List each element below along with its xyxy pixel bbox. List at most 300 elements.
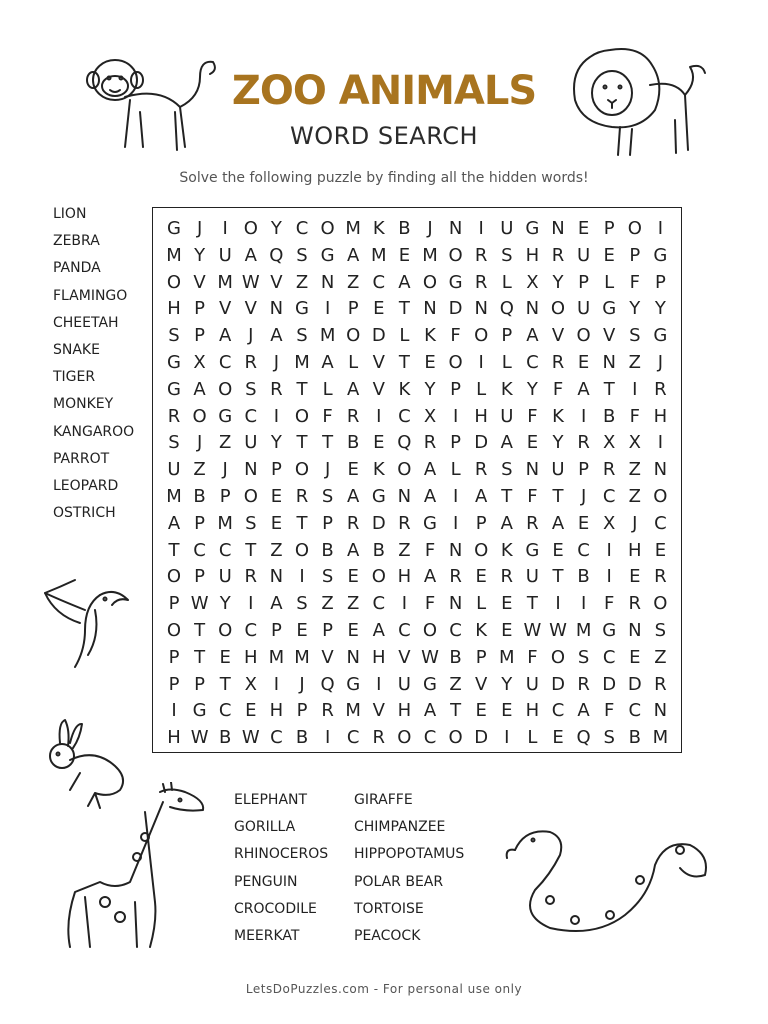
grid-letter: P (347, 298, 359, 320)
grid-letter: Z (628, 352, 641, 373)
grid-letter: M (217, 271, 233, 293)
grid-letter: R (346, 512, 360, 534)
grid-letter: O (422, 271, 438, 293)
grid-letter: A (500, 512, 513, 534)
grid-letter: J (657, 352, 664, 373)
grid-letter: O (192, 405, 207, 427)
word-search-grid (152, 207, 682, 753)
grid-letter: J (196, 432, 203, 454)
grid-letter: A (551, 512, 565, 534)
grid-letter: R (244, 352, 258, 373)
grid-letter: T (552, 566, 564, 588)
grid-letter: C (398, 620, 411, 641)
grid-letter: G (295, 298, 309, 320)
grid-letter: O (474, 325, 489, 347)
grid-letter: P (654, 271, 666, 293)
word-item: LION (53, 206, 87, 222)
grid-letter: K (500, 378, 513, 400)
grid-letter: J (632, 512, 638, 534)
grid-letter: R (270, 378, 283, 400)
grid-letter: E (629, 566, 641, 588)
grid-letter: B (603, 405, 616, 427)
grid-letter: R (474, 271, 488, 293)
grid-letter: E (296, 620, 308, 641)
grid-letter: Y (526, 378, 538, 400)
grid-letter: S (654, 620, 667, 641)
grid-letter: P (475, 512, 487, 534)
grid-letter: J (580, 486, 587, 507)
grid-letter: G (448, 271, 463, 293)
grid-row (153, 484, 681, 510)
grid-letter: M (371, 244, 387, 266)
grid-letter: I (632, 378, 638, 400)
grid-letter: M (319, 325, 336, 347)
grid-letter: T (296, 512, 308, 534)
grid-letter: I (555, 593, 561, 615)
grid-letter: U (551, 459, 565, 481)
grid-letter: V (372, 700, 385, 722)
grid-letter: P (501, 325, 513, 347)
grid-letter: A (526, 325, 539, 347)
grid-letter: I (452, 405, 459, 427)
grid-letter: F (527, 486, 538, 507)
grid-letter: T (194, 646, 206, 668)
grid-letter: Z (347, 593, 360, 615)
grid-letter: L (348, 352, 359, 373)
grid-letter: T (245, 539, 257, 561)
word-item: RHINOCEROS (234, 846, 329, 863)
grid-letter: C (449, 620, 462, 641)
grid-letter: O (448, 352, 463, 373)
grid-letter: M (422, 244, 438, 266)
grid-letter: T (603, 378, 615, 400)
grid-letter: O (320, 218, 335, 239)
grid-letter: R (244, 566, 258, 588)
grid-letter: E (501, 700, 513, 722)
grid-letter: U (167, 459, 181, 481)
grid-letter: R (551, 244, 565, 266)
grid-letter: Y (654, 298, 666, 320)
grid-row (153, 511, 681, 537)
grid-row (153, 404, 681, 430)
grid-letter: B (347, 432, 360, 454)
word-item: TIGER (53, 369, 96, 386)
grid-letter: Z (193, 459, 206, 481)
grid-letter: X (603, 432, 616, 454)
grid-letter: O (397, 459, 412, 481)
grid-letter: Z (654, 646, 667, 668)
grid-letter: F (629, 271, 640, 293)
grid-letter: N (244, 459, 258, 481)
grid-letter: I (657, 218, 664, 239)
grid-letter: E (577, 512, 590, 534)
grid-letter: G (192, 700, 207, 722)
grid-letter: A (347, 486, 360, 507)
grid-row (153, 645, 681, 671)
grid-letter: Y (501, 673, 513, 695)
grid-letter: C (602, 486, 616, 507)
grid-letter: P (219, 486, 231, 507)
grid-letter: P (296, 700, 308, 722)
footer: LetsDoPuzzles.com - For personal use only (245, 982, 523, 996)
grid-letter: L (501, 271, 512, 293)
grid-letter: J (222, 459, 228, 481)
grid-letter: H (167, 298, 181, 320)
grid-letter: C (398, 405, 411, 427)
grid-letter: P (168, 673, 180, 695)
word-item: SNAKE (53, 341, 100, 358)
grid-letter: R (321, 700, 334, 722)
grid-letter: I (580, 405, 587, 427)
grid-letter: U (577, 244, 591, 266)
grid-row (153, 538, 681, 564)
grid-letter: Q (269, 244, 284, 266)
grid-letter: R (654, 566, 667, 588)
grid-letter: N (525, 459, 540, 481)
grid-letter: V (270, 271, 283, 293)
grid-letter: L (604, 271, 615, 293)
grid-letter: P (322, 512, 334, 534)
grid-letter: U (500, 218, 514, 239)
grid-letter: D (474, 727, 489, 749)
word-item: MEERKAT (234, 927, 300, 944)
grid-letter: A (270, 593, 283, 615)
grid-letter: X (526, 271, 539, 293)
grid-letter: P (578, 459, 590, 481)
grid-letter: L (501, 352, 512, 373)
grid-letter: Y (552, 432, 564, 454)
grid-letter: C (295, 218, 309, 239)
grid-letter: H (628, 539, 642, 561)
grid-letter: I (248, 593, 254, 615)
grid-letter: G (167, 218, 181, 239)
grid-letter: U (577, 298, 591, 320)
grid-letter: Y (270, 218, 282, 239)
grid-letter: S (168, 432, 180, 454)
grid-letter: E (552, 727, 564, 749)
grid-letter: C (244, 405, 258, 427)
grid-letter: R (398, 512, 411, 534)
grid-letter: N (653, 700, 668, 722)
grid-letter: W (523, 620, 542, 641)
grid-letter: E (219, 646, 231, 668)
grid-letter: Q (576, 727, 591, 749)
grid-letter: C (423, 727, 437, 749)
grid-letter: M (499, 646, 515, 668)
grid-letter: F (322, 405, 333, 427)
word-item: CHIMPANZEE (354, 819, 446, 836)
grid-letter: A (423, 566, 437, 588)
grid-letter: R (167, 405, 181, 427)
grid-letter: O (371, 566, 386, 588)
grid-letter: E (270, 486, 283, 507)
grid-letter: H (372, 646, 386, 668)
grid-letter: Z (449, 673, 462, 695)
grid-row (153, 698, 681, 724)
word-item: ZEBRA (53, 233, 100, 250)
grid-letter: F (424, 539, 436, 561)
grid-letter: J (299, 673, 305, 695)
grid-letter: S (603, 727, 615, 749)
grid-letter: X (628, 432, 641, 454)
grid-letter: P (270, 459, 282, 481)
grid-letter: P (322, 620, 334, 641)
grid-letter: O (166, 620, 182, 641)
grid-letter: H (474, 405, 488, 427)
grid-letter: R (423, 432, 437, 454)
grid-letter: Z (347, 271, 360, 293)
page-title: ZOO ANIMALS (231, 68, 537, 114)
grid-letter: N (269, 566, 284, 588)
grid-letter: R (474, 459, 488, 481)
grid-letter: A (577, 378, 590, 400)
grid-letter: Z (270, 539, 283, 561)
grid-letter: S (501, 459, 513, 481)
grid-letter: D (371, 325, 386, 347)
grid-letter: X (423, 405, 437, 427)
grid-letter: E (347, 566, 359, 588)
grid-letter: L (322, 378, 333, 400)
grid-letter: M (294, 352, 310, 373)
grid-letter: E (373, 298, 385, 320)
grid-letter: M (268, 646, 285, 668)
grid-letter: M (652, 727, 669, 749)
grid-letter: Y (219, 593, 231, 615)
grid-letter: M (294, 646, 310, 668)
grid-letter: T (296, 378, 308, 400)
grid-letter: W (549, 620, 567, 641)
grid-letter: V (398, 646, 411, 668)
grid-letter: G (525, 539, 540, 561)
grid-letter: P (168, 646, 180, 668)
grid-letter: G (167, 352, 181, 373)
grid-letter: O (422, 620, 438, 641)
grid-letter: B (398, 218, 411, 239)
grid-letter: W (190, 727, 209, 749)
grid-letter: I (606, 566, 612, 588)
grid-letter: I (273, 405, 280, 427)
giraffe-icon (45, 782, 210, 952)
grid-letter: X (244, 673, 257, 695)
grid-letter: A (321, 352, 334, 373)
grid-letter: I (376, 673, 382, 695)
grid-letter: G (602, 620, 617, 641)
grid-letter: N (320, 271, 335, 293)
grid-letter: I (222, 218, 228, 239)
grid-letter: U (218, 244, 232, 266)
grid-letter: G (525, 218, 540, 239)
grid-letter: E (347, 620, 359, 641)
grid-letter: T (398, 298, 410, 320)
grid-letter: C (654, 512, 667, 534)
grid-letter: P (194, 673, 206, 695)
grid-letter: F (604, 593, 615, 615)
grid-letter: R (449, 566, 462, 588)
grid-letter: I (478, 352, 484, 373)
grid-letter: F (450, 325, 461, 347)
grid-letter: N (602, 352, 616, 373)
grid-letter: A (372, 620, 385, 641)
grid-letter: V (551, 325, 565, 347)
word-list-bottom-col2 (354, 790, 464, 953)
grid-letter: E (577, 218, 590, 239)
grid-letter: B (193, 486, 206, 507)
grid-letter: J (427, 218, 433, 239)
grid-letter: T (219, 673, 231, 695)
grid-letter: C (551, 700, 565, 722)
grid-letter: O (448, 727, 463, 749)
grid-letter: T (296, 432, 308, 454)
grid-letter: C (193, 539, 206, 561)
grid-letter: R (654, 673, 667, 695)
grid-letter: I (606, 539, 612, 561)
grid-letter: H (244, 646, 258, 668)
grid-letter: C (346, 727, 360, 749)
grid-letter: O (218, 620, 233, 641)
grid-letter: Z (295, 271, 309, 293)
grid-letter: C (270, 727, 283, 749)
grid-letter: E (629, 646, 641, 668)
grid-letter: R (372, 727, 386, 749)
grid-letter: F (527, 646, 538, 668)
grid-letter: G (653, 244, 668, 266)
grid-letter: N (474, 298, 488, 320)
grid-letter: F (629, 405, 640, 427)
grid-letter: K (372, 218, 385, 239)
grid-letter: A (423, 700, 437, 722)
grid-letter: B (321, 539, 334, 561)
grid-letter: H (653, 405, 668, 427)
grid-letter: B (577, 566, 590, 588)
grid-letter: K (500, 539, 513, 561)
grid-letter: E (475, 566, 487, 588)
grid-letter: A (423, 459, 437, 481)
grid-row (153, 564, 681, 590)
grid-row (153, 350, 681, 376)
grid-letter: S (321, 566, 334, 588)
grid-letter: O (243, 218, 258, 239)
grid-letter: A (475, 486, 488, 507)
grid-letter: T (501, 486, 513, 507)
grid-letter: P (194, 566, 206, 588)
grid-letter: E (526, 432, 539, 454)
grid-letter: Q (397, 432, 412, 454)
grid-letter: A (577, 700, 590, 722)
grid-letter: P (450, 378, 462, 400)
grid-letter: F (552, 378, 564, 400)
grid-letter: P (450, 432, 462, 454)
grid-letter: E (424, 352, 436, 373)
grid-letter: T (322, 432, 334, 454)
word-item: MONKEY (53, 396, 114, 413)
grid-letter: R (500, 566, 514, 588)
grid-letter: I (452, 512, 459, 534)
grid-letter: R (551, 352, 565, 373)
grid-letter: I (452, 486, 459, 507)
grid-letter: P (194, 325, 206, 347)
grid-row (153, 725, 681, 751)
grid-letter: S (577, 646, 590, 668)
grid-letter: G (346, 673, 361, 695)
grid-letter: C (628, 700, 642, 722)
word-item: PARROT (53, 450, 110, 467)
word-item: LEOPARD (53, 477, 119, 494)
grid-letter: R (577, 432, 590, 454)
word-item: ELEPHANT (234, 792, 308, 808)
grid-letter: E (475, 700, 487, 722)
grid-letter: P (194, 298, 206, 320)
grid-letter: L (476, 593, 487, 615)
grid-letter: A (219, 325, 232, 347)
grid-letter: H (397, 566, 412, 588)
grid-letter: S (296, 244, 308, 266)
grid-letter: H (525, 244, 540, 266)
grid-letter: R (295, 486, 309, 507)
grid-letter: H (167, 727, 181, 749)
grid-letter: T (552, 486, 564, 507)
grid-letter: C (372, 271, 386, 293)
grid-letter: P (629, 244, 641, 266)
grid-letter: O (550, 298, 566, 320)
grid-letter: V (372, 352, 385, 373)
grid-letter: Z (219, 432, 232, 454)
grid-letter: S (296, 593, 308, 615)
grid-letter: U (218, 566, 232, 588)
grid-letter: M (217, 512, 233, 534)
grid-letter: L (527, 727, 538, 749)
grid-letter: B (628, 727, 641, 749)
word-item: PEACOCK (354, 927, 421, 944)
grid-letter: C (218, 539, 232, 561)
grid-letter: S (296, 325, 308, 347)
grid-letter: U (525, 566, 539, 588)
grid-letter: G (167, 378, 181, 400)
grid-letter: G (653, 325, 668, 347)
grid-row (153, 323, 681, 349)
word-item: CHEETAH (53, 314, 119, 331)
grid-letter: X (603, 512, 616, 534)
grid-letter: N (448, 218, 463, 239)
grid-letter: C (372, 593, 386, 615)
grid-letter: O (166, 271, 182, 293)
grid-letter: U (525, 673, 539, 695)
grid-letter: N (346, 646, 360, 668)
grid-letter: I (580, 593, 587, 615)
grid-letter: A (347, 539, 360, 561)
word-item: FLAMINGO (53, 287, 128, 304)
grid-letter: A (347, 244, 360, 266)
grid-letter: V (372, 378, 385, 400)
grid-letter: C (218, 700, 232, 722)
grid-letter: R (602, 459, 616, 481)
grid-letter: S (168, 325, 180, 347)
grid-letter: E (398, 244, 411, 266)
instructions: Solve the following puzzle by finding all the hidden words! (179, 170, 589, 186)
grid-letter: F (527, 405, 538, 427)
grid-row (153, 618, 681, 644)
grid-letter: E (347, 459, 359, 481)
grid-letter: L (476, 378, 487, 400)
grid-letter: I (299, 566, 305, 588)
grid-letter: L (399, 325, 410, 347)
grid-letter: K (475, 620, 488, 641)
grid-letter: W (190, 593, 209, 615)
word-item: OSTRICH (53, 505, 116, 522)
grid-letter: V (193, 271, 206, 293)
grid-letter: G (218, 405, 233, 427)
grid-letter: R (474, 244, 488, 266)
grid-letter: F (604, 700, 615, 722)
